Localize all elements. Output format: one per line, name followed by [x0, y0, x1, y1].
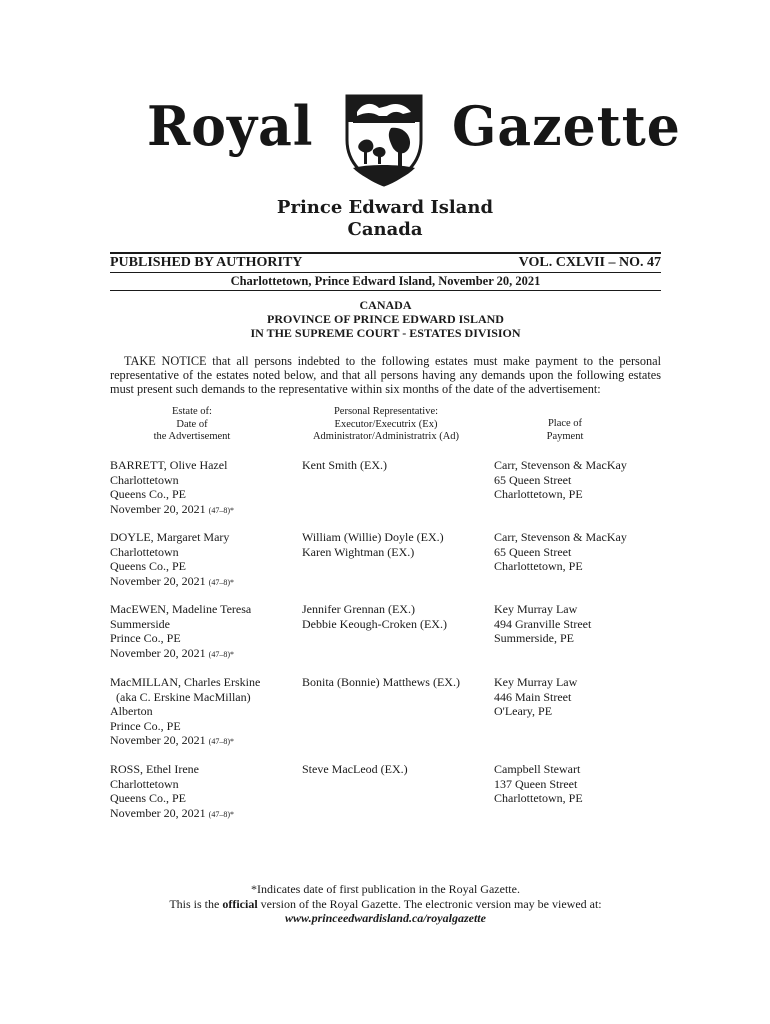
estate-details — [110, 762, 295, 822]
representative-details — [302, 530, 487, 559]
estate-details — [110, 530, 295, 590]
estate-name: ROSS, Ethel Irene — [110, 762, 199, 776]
official-version-note — [110, 897, 661, 912]
payment-line: 65 Queen Street — [494, 544, 572, 559]
column-header-line: Personal Representative: — [333, 406, 439, 417]
representative-name: Kent Smith (EX.) — [302, 458, 387, 472]
notice-paragraph: TAKE NOTICE that all persons indebted to the following estates must make payment to the personal representative of the estates noted below, and that all persons having any demands upon the following estates must present such demands to the representative within six months of the date of the advertisement: — [110, 354, 661, 396]
column-header-line: Executor/Executrix (Ex) — [334, 418, 438, 430]
payment-line: 65 Queen Street — [494, 472, 572, 487]
gazette-title-left: Royal — [147, 94, 314, 159]
estate-date — [110, 574, 295, 591]
payment-line: Charlottetown, PE — [494, 791, 583, 805]
payment-details — [494, 675, 669, 719]
column-header-line: Place of — [547, 418, 583, 429]
payment-line: Key Murray Law — [494, 602, 578, 616]
payment-line: Carr, Stevenson & MacKay — [494, 458, 627, 472]
column-header-line: Payment — [546, 430, 584, 442]
representative-details — [302, 762, 487, 777]
advertisement-date: November 20, 2021 — [110, 805, 206, 820]
column-header-line: the Advertisement — [153, 431, 231, 442]
estate-details — [110, 458, 295, 518]
column-header-line: Administrator/Administratrix (Ad) — [312, 431, 460, 442]
payment-details — [494, 458, 669, 502]
payment-line: Key Murray Law — [494, 675, 578, 689]
estate-date — [110, 502, 295, 519]
top-rule — [110, 252, 661, 254]
estate-date — [110, 733, 295, 750]
representative-details — [302, 675, 487, 690]
volume-number: VOL. CXLVII – NO. 47 — [518, 255, 661, 270]
column-header-line: Date of — [176, 418, 208, 430]
representative-name: William (Willie) Doyle (EX.) — [302, 530, 444, 544]
payment-details — [494, 530, 669, 574]
payment-line: 494 Granville Street — [494, 616, 592, 631]
official-note-bold: official — [222, 897, 258, 911]
official-note-pre: This is the — [169, 897, 223, 911]
representative-name: Jennifer Grennan (EX.) — [302, 602, 415, 616]
payment-line: 446 Main Street — [494, 689, 572, 704]
masthead-subtitle-country: Canada — [347, 219, 423, 240]
publication-row — [110, 255, 661, 272]
representative-name: Debbie Keough-Croken (EX.) — [302, 616, 447, 631]
footnote-first-publication: *Indicates date of first publication in the Royal Gazette. — [251, 882, 520, 896]
estate-line: Summerside — [110, 616, 170, 631]
column-header-line: Estate of: — [172, 406, 212, 417]
publication-mark: (47–8)* — [208, 809, 234, 819]
payment-line: Campbell Stewart — [494, 762, 581, 776]
column-header-payment — [510, 418, 620, 443]
publication-mark: (47–8)* — [208, 577, 234, 587]
advertisement-date: November 20, 2021 — [110, 733, 206, 747]
estate-name: DOYLE, Margaret Mary — [110, 530, 230, 544]
column-header-estate — [130, 406, 254, 444]
estate-line: Charlottetown — [110, 544, 179, 559]
estate-line: Queens Co., PE — [110, 487, 186, 501]
published-by-authority: PUBLISHED BY AUTHORITY — [110, 255, 303, 270]
advertisement-date: November 20, 2021 — [110, 573, 206, 588]
estate-line: Charlottetown — [110, 776, 179, 791]
publication-mark: (47–8)* — [208, 737, 234, 746]
payment-line: 137 Queen Street — [494, 776, 578, 791]
publication-mark: (47–8)* — [208, 649, 234, 659]
payment-line: Charlottetown, PE — [494, 559, 583, 573]
estate-name: BARRETT, Olive Hazel — [110, 458, 228, 472]
representative-details — [302, 458, 487, 473]
gazette-title-right: Gazette — [452, 94, 681, 159]
representative-details — [302, 602, 487, 631]
heading-court: IN THE SUPREME COURT - ESTATES DIVISION — [250, 326, 521, 340]
estate-line: (aka C. Erskine MacMillan) — [110, 689, 251, 704]
payment-line: Charlottetown, PE — [494, 487, 583, 501]
advertisement-date: November 20, 2021 — [110, 501, 206, 516]
heading-canada: CANADA — [359, 298, 412, 312]
estate-details — [110, 675, 295, 750]
dateline: Charlottetown, Prince Edward Island, November 20, 2021 — [230, 274, 541, 288]
estate-date — [110, 806, 295, 823]
estate-line: Queens Co., PE — [110, 559, 186, 573]
estate-line: Queens Co., PE — [110, 791, 186, 805]
payment-details — [494, 762, 669, 806]
estate-date — [110, 646, 295, 663]
payment-line: O'Leary, PE — [494, 704, 553, 718]
bottom-rule — [110, 290, 661, 291]
heading-province: PROVINCE OF PRINCE EDWARD ISLAND — [267, 312, 504, 326]
gazette-url-link[interactable]: www.princeedwardisland.ca/royalgazette — [285, 911, 486, 925]
estate-name: MacEWEN, Madeline Teresa — [110, 602, 252, 616]
representative-name: Steve MacLeod (EX.) — [302, 762, 408, 776]
masthead-subtitle-province: Prince Edward Island — [276, 197, 494, 218]
publication-mark: (47–8)* — [208, 505, 234, 515]
estate-details — [110, 602, 295, 662]
advertisement-date: November 20, 2021 — [110, 645, 206, 660]
representative-name: Bonita (Bonnie) Matthews (EX.) — [302, 675, 460, 689]
payment-details — [494, 602, 669, 646]
estate-line: Prince Co., PE — [110, 631, 181, 645]
estate-line: Alberton — [110, 704, 153, 718]
masthead — [0, 92, 770, 192]
pei-coat-of-arms-icon — [343, 92, 425, 188]
payment-line: Carr, Stevenson & MacKay — [494, 530, 627, 544]
column-header-representative — [296, 406, 476, 444]
estate-line: Prince Co., PE — [110, 718, 181, 733]
payment-line: Summerside, PE — [494, 631, 574, 645]
middle-rule — [110, 272, 661, 273]
representative-name: Karen Wightman (EX.) — [302, 544, 415, 559]
estate-line: Charlottetown — [110, 472, 179, 487]
official-note-post: version of the Royal Gazette. The electronic version may be viewed at: — [257, 897, 602, 911]
estate-name: MacMILLAN, Charles Erskine — [110, 675, 261, 689]
